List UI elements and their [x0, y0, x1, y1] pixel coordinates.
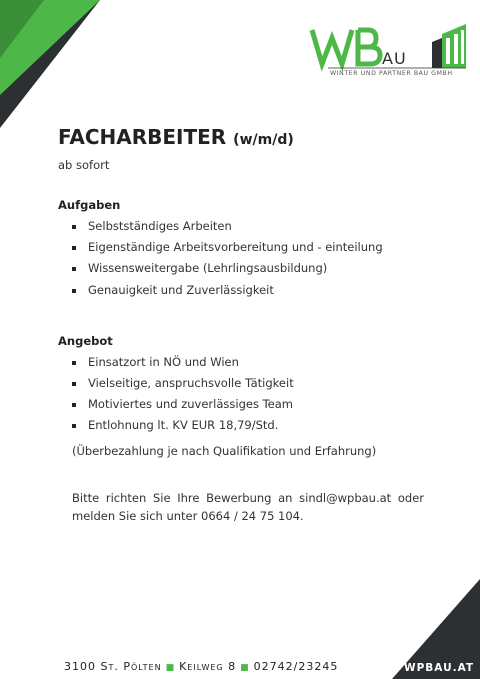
list-item: Einsatzort in NÖ und Wien [58, 352, 294, 373]
list-item: Vielseitige, anspruchsvolle Tätigkeit [58, 373, 294, 394]
offer-list [58, 352, 294, 436]
application-instructions: Bitte richten Sie Ihre Bewerbung an sindl@wpbau.at oder melden Sie sich unter 0664 / 24 75 104. [72, 491, 424, 523]
footer-street: Keilweg 8 [179, 660, 237, 673]
list-item: Genauigkeit und Zuverlässigkeit [58, 280, 383, 301]
pay-note: (Überbezahlung je nach Qualifikation und Erfahrung) [72, 444, 377, 458]
list-item: Eigenständige Arbeitsvorbereitung und - einteilung [58, 237, 383, 258]
footer-address [64, 660, 338, 673]
job-start: ab sofort [58, 158, 110, 172]
logo-tagline: WINTER UND PARTNER BAU GMBH [330, 70, 453, 77]
offer-heading: Angebot [58, 334, 113, 348]
logo-b-mark [358, 30, 380, 64]
logo-au-letters: AU [382, 49, 407, 68]
footer-phone: 02742/23245 [253, 660, 339, 673]
job-title [58, 125, 294, 149]
footer-separator-icon: ■ [165, 663, 176, 673]
footer-website: WPBAU.AT [404, 662, 475, 674]
logo-wp-mark [312, 30, 352, 64]
job-title-suffix: (w/m/d) [233, 132, 294, 148]
list-item: Selbstständiges Arbeiten [58, 216, 383, 237]
tasks-list [58, 216, 383, 301]
footer-separator-icon: ■ [240, 663, 250, 673]
footer-city: 3100 St. Pölten [64, 660, 162, 673]
list-item: Entlohnung lt. KV EUR 18,79/Std. [58, 415, 294, 436]
job-title-main: FACHARBEITER [58, 125, 227, 149]
list-item: Wissensweitergabe (Lehrlingsausbildung) [58, 258, 383, 279]
list-item: Motiviertes und zuverlässiges Team [58, 394, 294, 415]
logo-building-icon [432, 24, 466, 68]
tasks-heading: Aufgaben [58, 198, 121, 212]
